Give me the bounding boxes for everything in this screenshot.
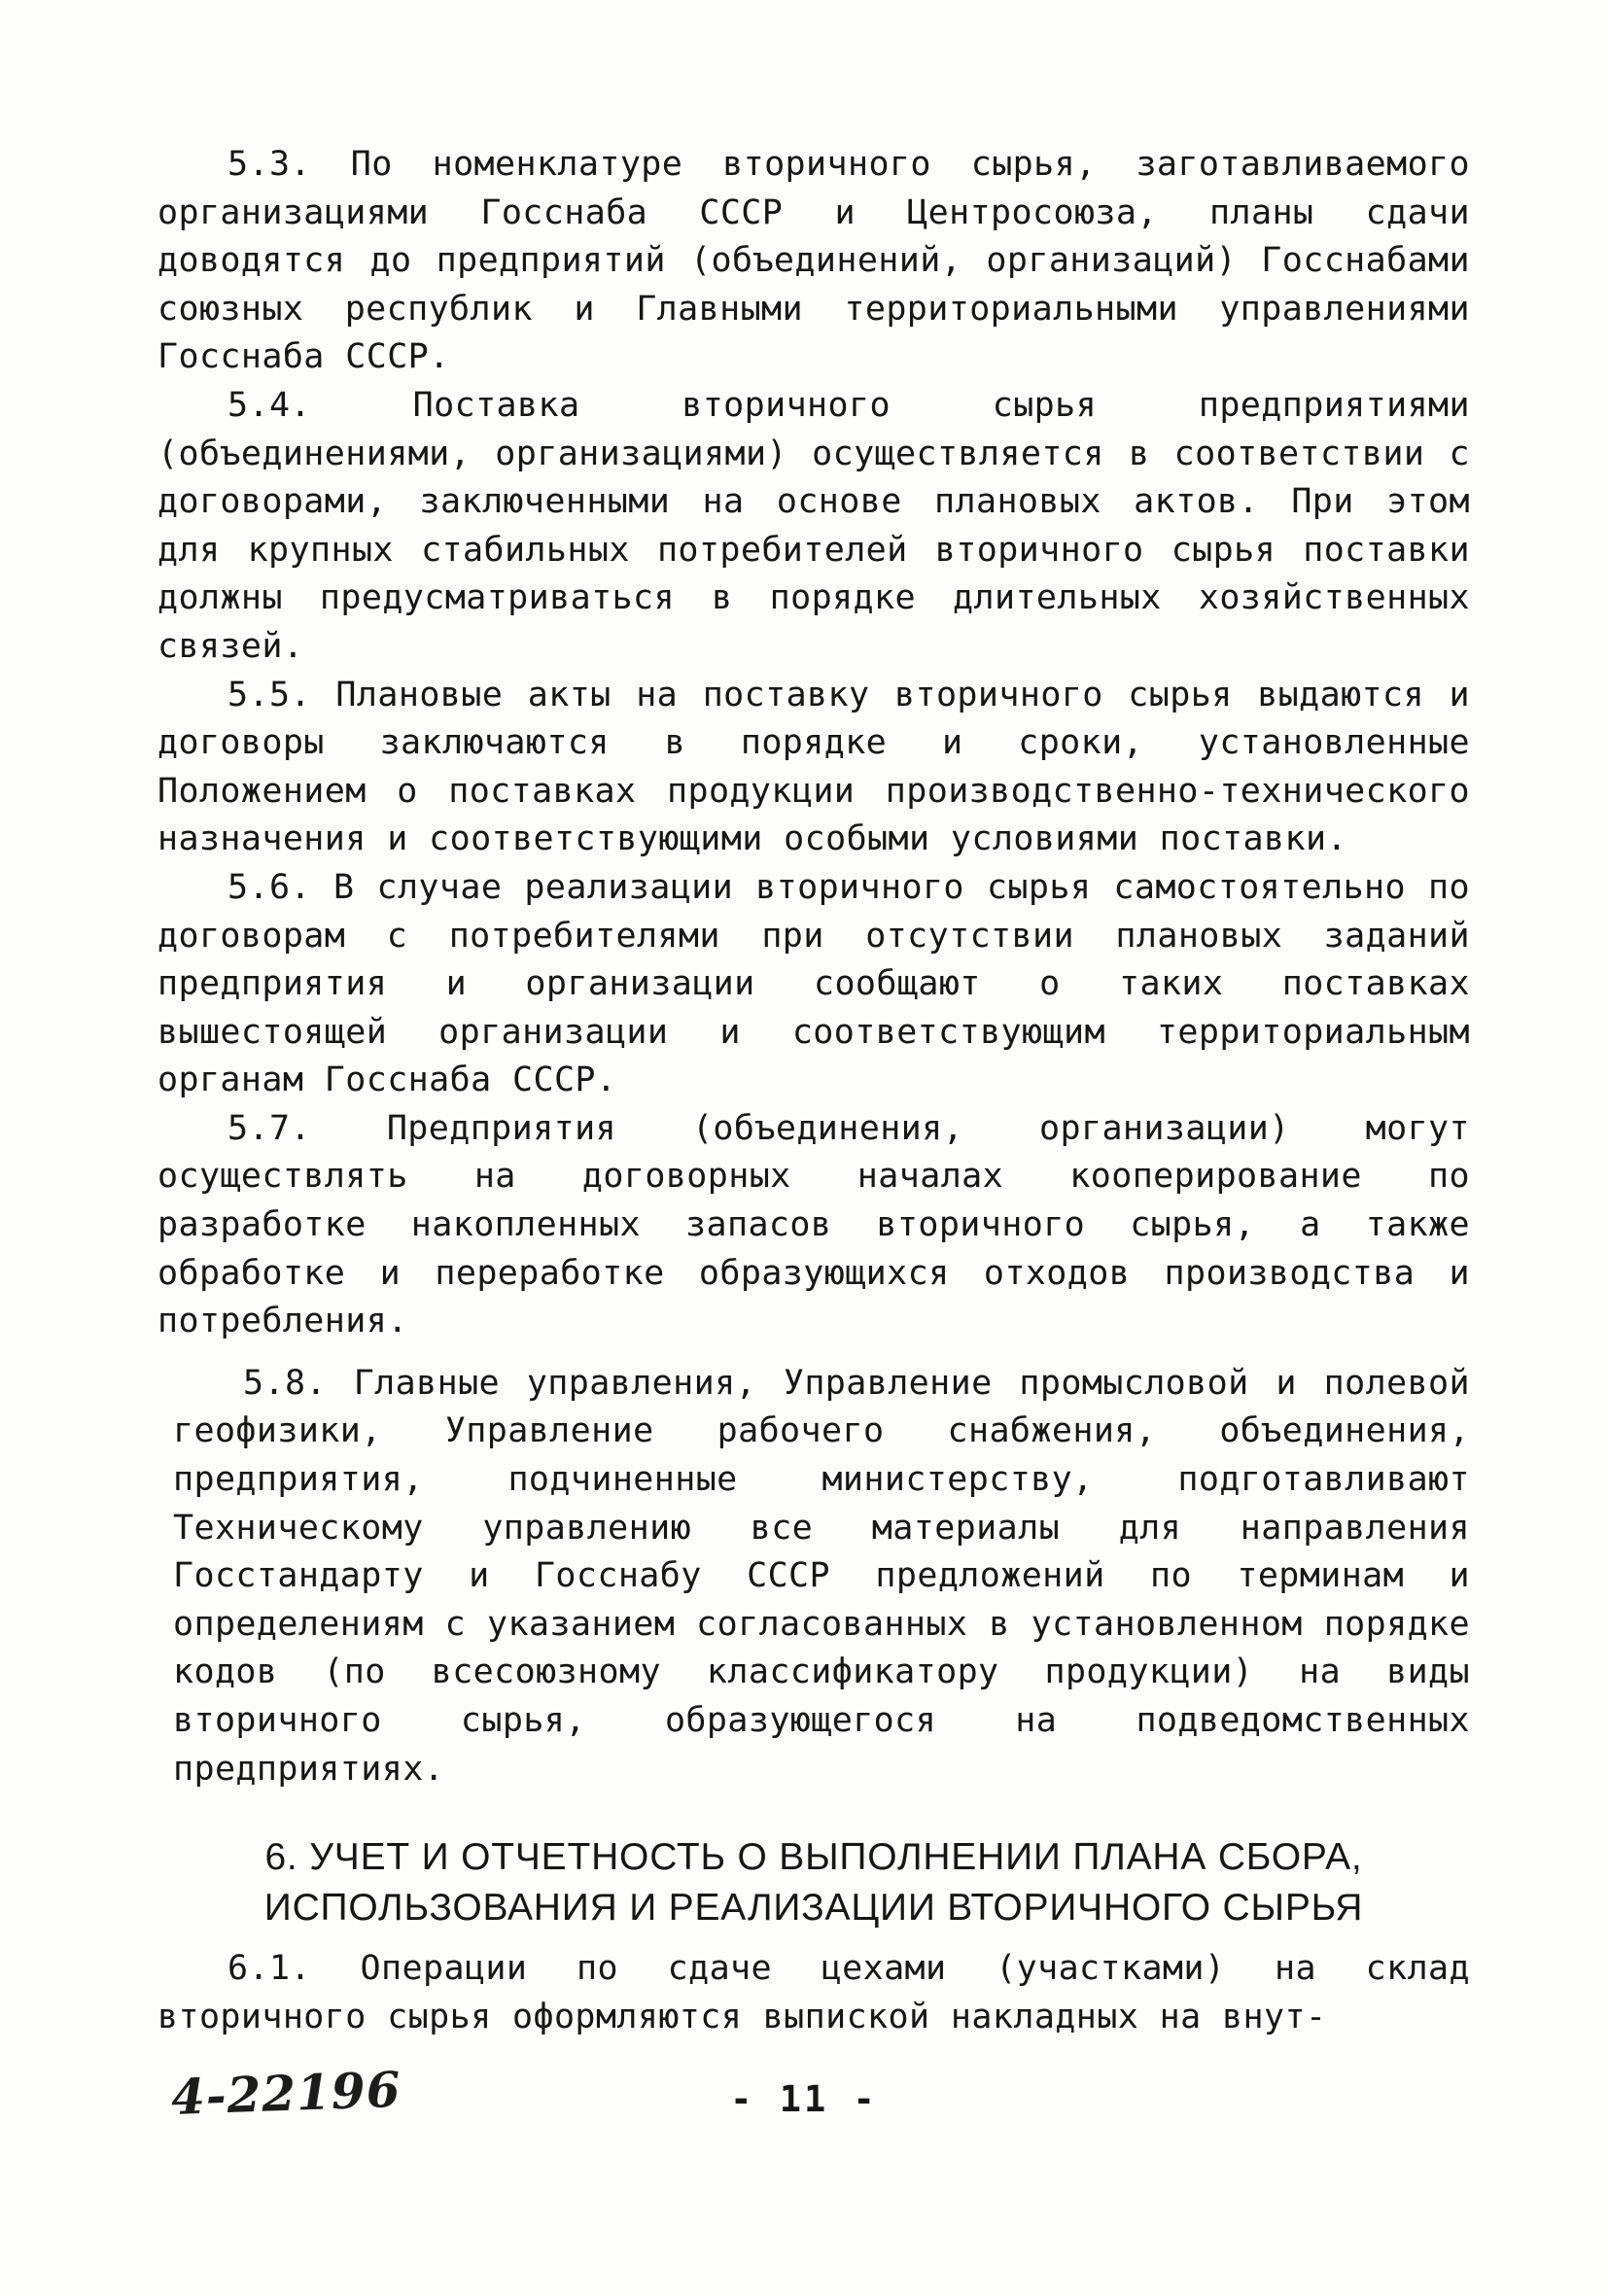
page-number: - 11 - — [730, 2078, 878, 2120]
paragraph-5-3: 5.3. По номенклатуре вторичного сырья, заготавливаемого организациями Госснаба СССР и Центросоюза, планы сдачи доводятся до предприятий (объединений, организаций) Госснабами союзных республик и Главными территориальными управлениями Госснаба СССР. — [157, 145, 1470, 377]
paragraph-5-5: 5.5. Плановые акты на поставку вторичного сырья выдаются и договоры заключаются в порядке и сроки, установленные Положением о поставках продукции производственно-технического назначения и соответствующими особыми условиями поставки. — [157, 675, 1470, 859]
paragraph-5-8: 5.8. Главные управления, Управление промысловой и полевой геофизики, Управление рабочего снабжения, объединения, предприятия, подчиненные министерству, подготавливают Техническому управлению все материалы для направления Госстандарту и Госснабу СССР предложений по терминам и определениям с указанием согласованных в установленном порядке кодов (по всесоюзному классификатору продукции) на виды вторичного сырья, образующегося на подведомственных предприятиях. — [173, 1363, 1470, 1789]
paragraph-5-6: 5.6. В случае реализации вторичного сырья самостоятельно по договорам с потребителями при отсутствии плановых заданий предприятия и организации сообщают о таких поставках вышестоящей организации и соответствующим территориальным органам Госснаба СССР. — [157, 867, 1470, 1100]
section-6-heading — [157, 1832, 1470, 1933]
handwritten-inventory-mark: 4-22196 — [169, 2060, 402, 2126]
section-6-heading-line-1: 6. УЧЕТ И ОТЧЕТНОСТЬ О ВЫПОЛНЕНИИ ПЛАНА СБОРА, — [264, 1836, 1363, 1879]
paragraph-5-7: 5.7. Предприятия (объединения, организации) могут осуществлять на договорных началах кооперирование по разработке накопленных запасов вторичного сырья, а также обработке и переработке образующихся отходов производства и потребления. — [157, 1108, 1470, 1341]
paragraph-5-4: 5.4. Поставка вторичного сырья предприятиями (объединениями, организациями) осуществляется в соответствии с договорами, заключенными на основе плановых актов. При этом для крупных стабильных потребителей вторичного сырья поставки должны предусматриваться в порядке длительных хозяйственных связей. — [157, 385, 1470, 666]
document-body — [157, 141, 1470, 2041]
section-6-heading-line-2: ИСПОЛЬЗОВАНИЯ И РЕАЛИЗАЦИИ ВТОРИЧНОГО СЫРЬЯ — [263, 1887, 1364, 1930]
paragraph-6-1: 6.1. Операции по сдаче цехами (участками) на склад вторичного сырья оформляются выпиской накладных на внут- — [157, 1949, 1470, 2036]
